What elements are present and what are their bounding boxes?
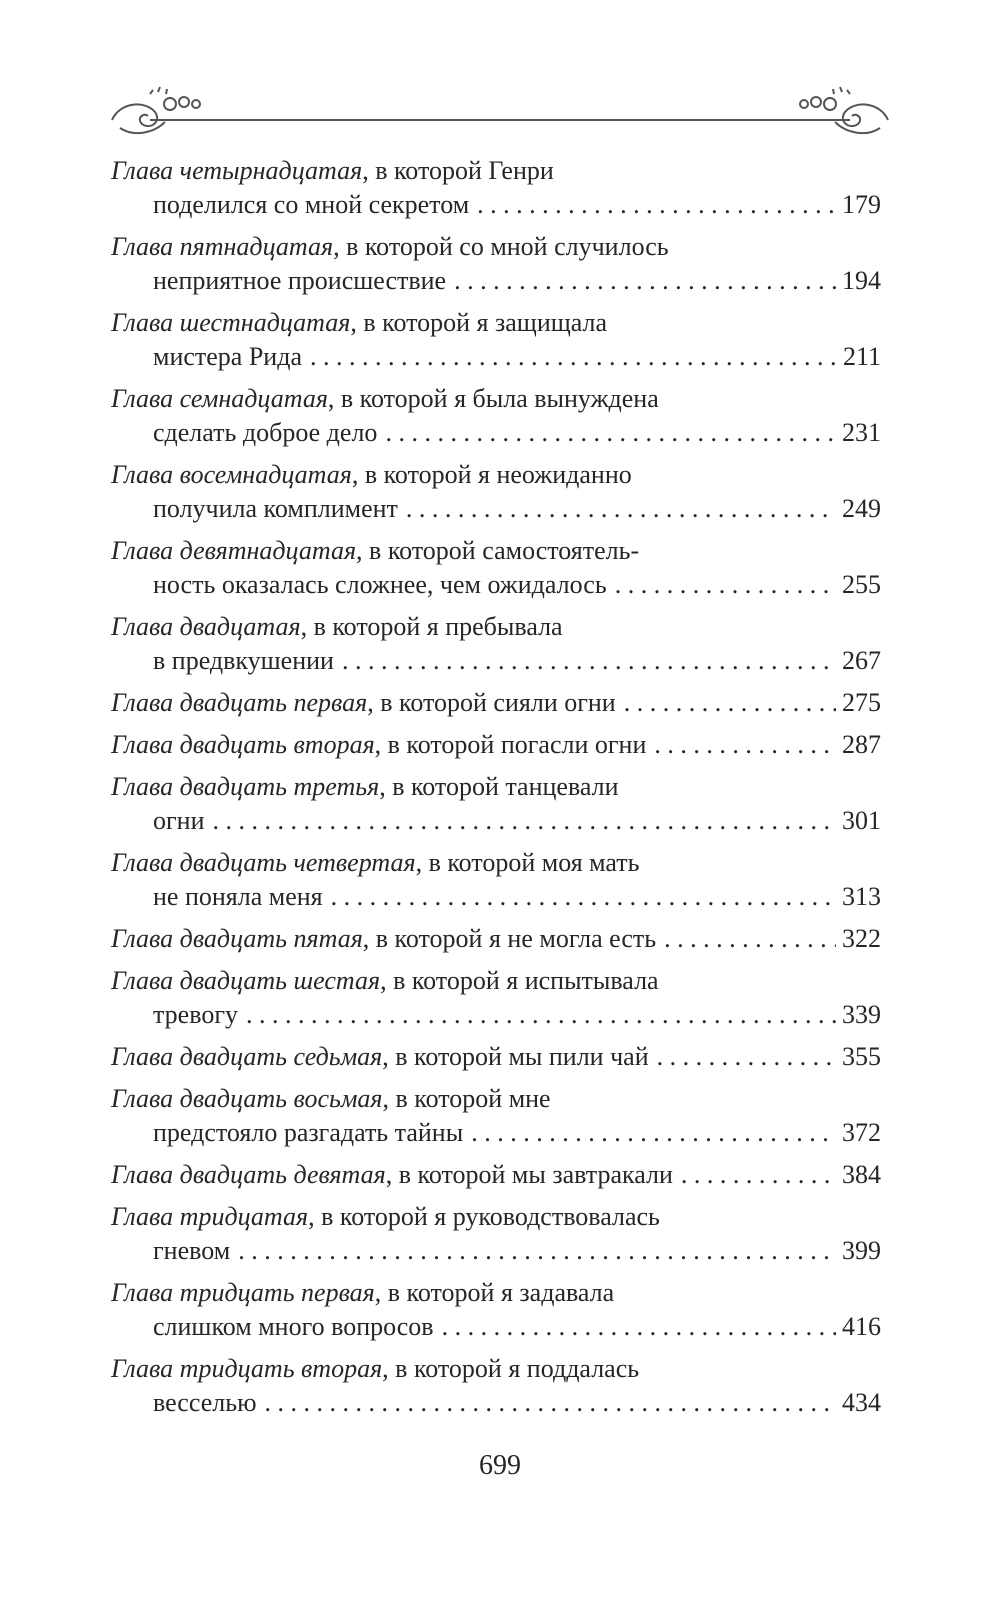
toc-entry-continuation [111,1234,881,1268]
chapter-heading: Глава тридцать вторая [111,1354,383,1383]
toc-entry-line [111,846,881,880]
chapter-description: , в которой я защищала [350,308,608,337]
toc-entry-line [111,964,881,998]
dot-leader [238,1234,836,1268]
chapter-heading: Глава пятнадцатая [111,232,334,261]
chapter-description: , в которой я руководствовалась [308,1202,660,1231]
toc-entry-line [111,154,881,188]
dot-leader [615,568,836,602]
toc-entry [111,610,881,678]
chapter-description: , в которой я была вынуждена [327,384,659,413]
chapter-description-continued: мистера Рида [153,342,302,371]
chapter-heading: Глава семнадцатая [111,384,328,413]
chapter-description: , в которой самостоятель- [356,536,640,565]
dot-leader [657,1040,836,1074]
toc-entry-line [111,1082,881,1116]
chapter-heading: Глава двадцатая [111,612,301,641]
chapter-heading: Глава двадцать пятая [111,924,363,953]
chapter-heading: Глава двадцать первая [111,688,368,717]
chapter-description: , в которой я поддалась [382,1354,640,1383]
toc-entry [111,154,881,222]
toc-entry [111,686,881,720]
chapter-description: , в которой я испытывала [380,966,659,995]
chapter-description: , в которой я пребывала [300,612,563,641]
dot-leader [624,686,836,720]
left-flourish-icon [112,87,200,133]
chapter-description: , в которой со мной случилось [333,232,669,261]
chapter-page-number: 211 [842,342,881,371]
chapter-description: , в которой мы завтракали [385,1160,673,1189]
toc-entry-continuation [111,264,881,298]
toc-entry [111,1276,881,1344]
toc-entry [111,534,881,602]
chapter-description-continued: поделился со мной секретом [153,190,470,219]
chapter-heading: Глава девятнадцатая [111,536,357,565]
toc-entry [111,1082,881,1150]
chapter-page-number: 339 [842,1000,881,1029]
toc-entry-line [111,534,881,568]
chapter-description: , в которой сияли огни [367,688,616,717]
toc-entry-line [111,458,881,492]
dot-leader [664,922,836,956]
toc-entry [111,306,881,374]
chapter-description: , в которой мы пили чай [382,1042,649,1071]
toc-entry [111,230,881,298]
toc-entry-continuation [111,416,881,450]
chapter-heading: Глава двадцать четвертая [111,848,416,877]
chapter-page-number: 179 [842,190,881,219]
chapter-heading: Глава двадцать третья [111,772,380,801]
dot-leader [342,644,836,678]
toc-entry [111,846,881,914]
chapter-page-number: 416 [842,1312,881,1341]
toc-entry-line [111,230,881,264]
chapter-heading: Глава двадцать вторая [111,730,375,759]
toc-entry [111,1040,881,1074]
toc-entry [111,728,881,762]
toc-entry-continuation [111,644,881,678]
toc-entry-continuation [111,880,881,914]
chapter-page-number: 399 [842,1236,881,1265]
chapter-heading: Глава тридцатая [111,1202,309,1231]
dot-leader [681,1158,836,1192]
chapter-heading: Глава тридцать первая [111,1278,375,1307]
dot-leader [246,998,836,1032]
toc-entry-line [111,306,881,340]
chapter-page-number: 301 [842,806,881,835]
toc-entry-line [111,1200,881,1234]
toc-entry [111,458,881,526]
chapter-description-continued: не поняла меня [153,882,323,911]
dot-leader [654,728,836,762]
chapter-description-continued: неприятное происшествие [153,266,447,295]
toc-entry [111,964,881,1032]
chapter-page-number: 287 [842,730,881,759]
toc-entry-continuation [111,1386,881,1420]
dot-leader [385,416,836,450]
toc-entry-continuation [111,568,881,602]
toc-entry-line [111,686,881,720]
dot-leader [477,188,836,222]
toc-entry [111,1158,881,1192]
chapter-description-continued: слишком много вопросов [153,1312,434,1341]
toc-entry [111,382,881,450]
page-number: 699 [479,1450,521,1481]
chapter-heading: Глава двадцать восьмая [111,1084,383,1113]
chapter-description-continued: весселью [153,1388,257,1417]
toc-entry-line [111,922,881,956]
chapter-description: , в которой я задавала [374,1278,615,1307]
chapter-description-continued: сделать доброе дело [153,418,378,447]
chapter-description-continued: огни [153,806,205,835]
toc-entry-line [111,1158,881,1192]
chapter-page-number: 322 [842,924,881,953]
chapter-description: , в которой моя мать [415,848,640,877]
toc-entry-line [111,770,881,804]
dot-leader [471,1116,836,1150]
chapter-page-number: 255 [842,570,881,599]
toc-entry-continuation [111,188,881,222]
dot-leader [213,804,837,838]
chapter-heading: Глава двадцать седьмая [111,1042,383,1071]
chapter-description-continued: предстояло разгадать тайны [153,1118,464,1147]
chapter-page-number: 434 [842,1388,881,1417]
chapter-page-number: 249 [842,494,881,523]
toc-entry-line [111,728,881,762]
chapter-description-continued: получила комплимент [153,494,398,523]
chapter-description: , в которой мне [382,1084,551,1113]
toc-entry-continuation [111,804,881,838]
chapter-description: , в которой погасли огни [374,730,647,759]
dot-leader [442,1310,836,1344]
chapter-description-continued: тревогу [153,1000,238,1029]
chapter-description-continued: ность оказалась сложнее, чем ожидалось [153,570,607,599]
toc-entry-line [111,610,881,644]
header-ornament [110,82,890,142]
toc-entry [111,922,881,956]
chapter-page-number: 194 [842,266,881,295]
chapter-page-number: 372 [842,1118,881,1147]
chapter-description: , в которой танцевали [379,772,619,801]
dot-leader [310,340,837,374]
toc-entry-continuation [111,998,881,1032]
dot-leader [454,264,836,298]
chapter-page-number: 355 [842,1042,881,1071]
chapter-page-number: 231 [842,418,881,447]
chapter-page-number: 275 [842,688,881,717]
chapter-description-continued: гневом [153,1236,231,1265]
chapter-page-number: 313 [842,882,881,911]
table-of-contents [111,154,881,1428]
toc-entry-line [111,1040,881,1074]
chapter-heading: Глава шестнадцатая [111,308,351,337]
toc-entry [111,1352,881,1420]
chapter-page-number: 267 [842,646,881,675]
chapter-heading: Глава четырнадцатая [111,156,363,185]
dot-leader [265,1386,836,1420]
toc-entry [111,770,881,838]
toc-entry-line [111,1276,881,1310]
dot-leader [406,492,836,526]
chapter-heading: Глава двадцать девятая [111,1160,386,1189]
toc-entry-line [111,382,881,416]
chapter-description: , в которой я не могла есть [362,924,657,953]
toc-entry-continuation [111,492,881,526]
toc-entry-continuation [111,340,881,374]
chapter-description: , в которой я неожиданно [351,460,632,489]
chapter-heading: Глава восемнадцатая [111,460,352,489]
dot-leader [331,880,836,914]
chapter-page-number: 384 [842,1160,881,1189]
toc-entry [111,1200,881,1268]
chapter-description: , в которой Генри [362,156,554,185]
toc-entry-continuation [111,1310,881,1344]
toc-entry-line [111,1352,881,1386]
chapter-description-continued: в предвкушении [153,646,334,675]
toc-entry-continuation [111,1116,881,1150]
right-flourish-icon [800,87,888,133]
chapter-heading: Глава двадцать шестая [111,966,381,995]
